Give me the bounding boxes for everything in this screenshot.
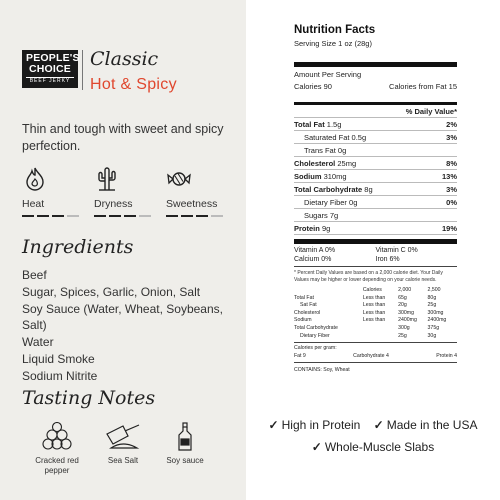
salt-scoop-icon [103,422,143,452]
nutrient-daily-value: 13% [441,172,457,181]
dv-table-cell: Calories [362,286,382,293]
nutrient-row [294,170,457,183]
daily-value-header: % Daily Value* [294,105,457,118]
nutrient-label: Protein [294,224,320,233]
nutrient-daily-value: 19% [441,224,457,233]
flame-icon [22,166,48,192]
candy-icon [166,166,192,192]
nutrient-label: Cholesterol [294,159,336,168]
nutrition-facts-panel [294,24,457,373]
claim-item [374,418,478,432]
serving-size: Serving Size 1 oz (28g) [294,39,372,48]
nutrient-name [294,172,347,181]
meter-bar [196,215,208,217]
nutrient-name [304,133,366,142]
meter-label: Dryness [94,198,133,210]
tasting-note-label: Sea Salt [107,456,139,465]
tasting-note-salt [93,422,153,466]
dv-table-row [294,301,457,309]
nutrient-amount: 0g [337,146,347,155]
ingredient-item: Water [22,335,54,350]
meter-sweetness [166,166,223,217]
tasting-note-pepper [27,422,87,476]
dv-table-cell [363,332,398,340]
calories-from-fat: Calories from Fat 15 [389,82,457,91]
dv-table-cell: Dietary Fiber [300,332,330,339]
dv-table-cell: 2400mg [398,317,417,324]
nutrient-name [294,159,356,168]
dv-table-cell: 300mg [398,309,414,316]
nutrient-row [294,196,457,209]
tasting-note-soy [155,422,215,466]
dv-table-cell: 2400mg [427,317,447,324]
dv-table-row [294,317,457,325]
vitamins-grid [294,244,457,266]
meter-bar [211,215,223,217]
nutrient-label: Sugars [304,211,328,220]
ingredient-item: Sodium Nitrite [22,368,98,383]
calories-row [294,80,457,92]
nutrient-name [294,120,341,129]
dv-footnote: * Percent Daily Values are based on a 2,000 calorie diet. Your Daily Values may be higher or lower depending on your calorie needs. [294,270,443,283]
dv-table-cell [363,324,398,332]
dv-table-row [294,294,457,302]
nutrient-row [294,183,457,196]
vitamin-a: Vitamin A 0% [294,247,336,254]
vitamin-c: Vitamin C 0% [375,247,418,254]
nutrient-daily-value: 2% [446,120,457,129]
dv-table-cell: 20g [398,302,407,309]
meter-bar [52,215,64,217]
nutrient-daily-value: 0% [446,198,457,207]
meter-bar [124,215,136,217]
nutrient-row [294,209,457,222]
claim-item [312,440,434,454]
meter-bars [22,215,79,217]
cactus-icon [94,166,120,192]
check-icon: ✓ [268,418,279,432]
cpg-protein: Protein 4 [436,352,457,359]
claims-row-2 [246,440,500,454]
nutrient-daily-value: 3% [446,185,457,194]
peppercorns-icon [39,422,75,452]
amount-per-serving-label: Amount Per Serving [294,70,362,79]
meter-bar [181,215,193,217]
dv-table-cell: 375g [427,324,440,331]
meter-bar [67,215,79,217]
nutrient-name [294,224,330,233]
brand-line-1: PEOPLE'S [26,52,80,64]
cpg-carb: Carbohydrate 4 [353,352,389,359]
meter-bar [37,215,49,217]
claims-row-1 [246,418,500,432]
nutrient-amount: 7g [329,211,339,220]
calories-per-gram [294,343,457,362]
meter-bar [22,215,34,217]
ingredient-item: Liquid Smoke [22,351,95,366]
logo-divider [82,50,83,90]
ingredient-item: Sugar, Spices, Garlic, Onion, Salt [22,284,201,299]
nutrient-label: Saturated Fat [304,133,350,142]
dv-table-cell: 300g [398,324,410,331]
nutrient-label: Total Fat [294,120,325,129]
claim-label: Whole-Muscle Slabs [324,440,435,454]
dv-table-cell: Cholesterol [294,309,321,316]
meter-bar [109,215,121,217]
meter-heat [22,166,79,217]
nutrient-row [294,131,457,144]
product-style: Classic [90,48,159,70]
dv-table-cell: Less than [362,317,386,324]
nutrient-amount: 0g [349,198,358,207]
nutrient-name [294,185,373,194]
meter-label: Heat [22,198,45,210]
dv-table-cell: 80g [427,294,437,301]
dv-table-cell: Less than [362,302,386,309]
nutrition-title: Nutrition Facts [294,24,376,36]
calories-per-gram-label: Calories per gram: [294,345,337,352]
brand-line-3: BEEF JERKY [26,77,74,84]
calories-value: Calories 90 [294,82,332,91]
meter-dryness [94,166,151,217]
dv-table-cell: 25g [427,302,437,309]
nutrient-row [294,118,457,131]
dv-table-cell: 25g [398,332,407,339]
claim-label: High in Protein [281,418,361,432]
dv-table-row [294,324,457,332]
meter-bar [166,215,178,217]
dv-table-cell: 300mg [427,309,444,316]
nutrient-name [304,211,338,220]
nutrient-amount: 9g [321,224,331,233]
dv-table-cell: 30g [427,332,437,339]
claim-label: Made in the USA [386,418,478,432]
product-tagline: Thin and tough with sweet and spicy perfection. [22,122,224,154]
dv-table-cell: 2,000 [398,286,412,293]
dv-table-cell: Total Fat [294,294,314,301]
nutrient-amount: 310mg [323,172,347,181]
nutrient-amount: 25mg [337,159,357,168]
dv-table-row [294,309,457,317]
tasting-note-label: Cracked red pepper [35,456,79,475]
meter-label: Sweetness [166,198,218,210]
meter-bars [166,215,223,217]
left-panel [0,0,246,500]
product-flavor: Hot & Spicy [90,76,177,93]
soy-sauce-bottle-icon [175,422,195,452]
dv-table-cell: Less than [362,294,386,301]
nutrient-amount: 0.5g [351,133,367,142]
allergen-statement: CONTAINS: Soy, Wheat [294,366,350,373]
dv-table-cell: 2,500 [427,286,441,293]
nutrient-rows [294,118,457,235]
dv-table-cell [294,286,363,294]
meter-bar [94,215,106,217]
dv-table-cell: Sat Fat [300,302,317,309]
nutrient-amount: 8g [364,185,373,194]
nutrient-label: Sodium [294,172,322,181]
tasting-note-label: Soy sauce [166,456,204,465]
tasting-notes-heading: Tasting Notes [22,387,156,409]
dv-table-row [294,332,457,340]
nutrient-name [304,198,357,207]
ingredients-list [22,267,240,385]
calcium: Calcium 0% [294,256,332,264]
amount-per-serving [294,67,457,80]
meter-bar [139,215,151,217]
dv-table-cell: Sodium [294,317,312,324]
nutrient-row [294,157,457,170]
dv-table-cell: Total Carbohydrate [294,324,338,331]
nutrient-label: Dietary Fiber [304,198,347,207]
nutrient-name [304,146,346,155]
nutrient-daily-value: 3% [446,133,457,142]
nutrient-amount: 1.5g [326,120,342,129]
ingredients-heading: Ingredients [22,236,134,258]
nutrient-label: Trans Fat [304,146,336,155]
dv-table-cell: Less than [362,309,386,316]
check-icon: ✓ [311,440,322,454]
cpg-fat: Fat 9 [294,352,306,359]
nutrient-daily-value: 8% [446,159,457,168]
dv-table-cell: 65g [398,294,407,301]
brand-line-2: CHOICE [28,62,72,75]
meter-bars [94,215,151,217]
check-icon: ✓ [373,418,384,432]
claim-item [269,418,361,432]
brand-logo [22,50,78,88]
dv-table-header [294,286,457,294]
daily-value-table [294,286,457,339]
nutrient-row [294,144,457,157]
nutrient-label: Total Carbohydrate [294,185,363,194]
ingredient-item: Beef [22,268,47,282]
nutrient-row [294,222,457,235]
ingredient-item: Soy Sauce (Water, Wheat, Soybeans, Salt) [22,301,223,333]
iron: Iron 6% [375,256,400,264]
